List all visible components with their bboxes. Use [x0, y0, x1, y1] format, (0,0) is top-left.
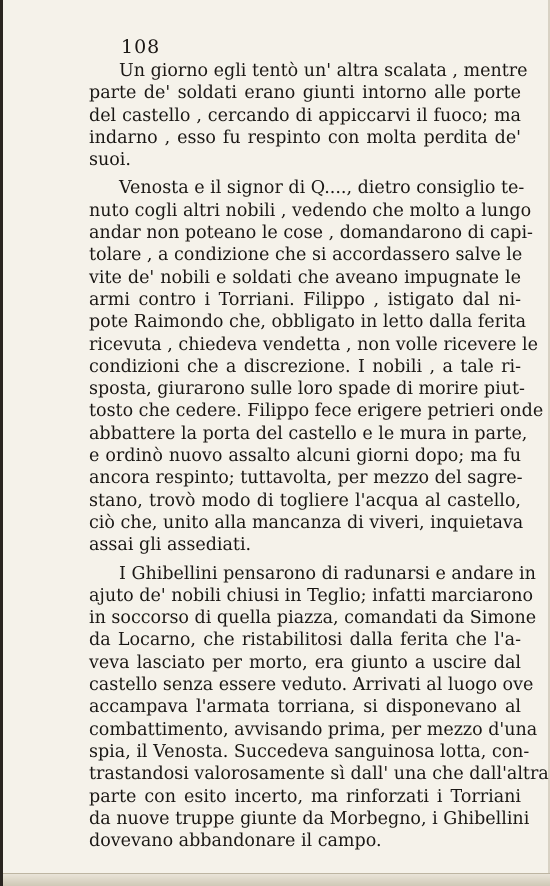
- text-line: da Locarno, che ristabilitosi dalla ferita che l'a-: [89, 630, 521, 651]
- text-line: abbattere la porta del castello e le mura in parte,: [89, 423, 528, 444]
- text-line: stano, trovò modo di togliere l'acqua al castello,: [89, 490, 521, 511]
- text-line: vite de' nobili e soldati che aveano impugnate le: [89, 267, 521, 288]
- text-line: combattimento, avvisando prima, per mezzo d'una: [89, 719, 538, 740]
- text-line: Un giorno egli tentò un' altra scalata , mentre: [119, 61, 528, 81]
- text-line: armi contro i Torriani. Filippo , istigato dal ni-: [89, 289, 521, 310]
- text-line: andar non poteano le cose , domandarono di capi-: [89, 223, 533, 244]
- paragraph: [89, 60, 528, 171]
- page-number: 108: [121, 36, 161, 58]
- text-line: Venosta e il signor di Q...., dietro consiglio te-: [119, 178, 525, 199]
- text-line: pote Raimondo che, obbligato in letto dalla ferita: [89, 312, 527, 333]
- text-line: assai gli assediati.: [89, 535, 252, 556]
- paragraph: [89, 563, 549, 853]
- text-line: parte con esito incerto, ma rinforzati i Torriani: [89, 786, 521, 807]
- text-line: nuto cogli altri nobili , vedendo che molto a lungo: [89, 200, 532, 221]
- text-line: parte de' soldati erano giunti intorno alle porte: [89, 83, 521, 104]
- text-line: del castello , cercando di appiccarvi il fuoco; ma: [89, 105, 521, 126]
- text-line: condizioni che a discrezione. I nobili , a tale ri-: [89, 356, 521, 377]
- text-line: dovevano abbandonare il campo.: [89, 831, 382, 852]
- text-line: tolare , a condizione che si accordassero salve le: [89, 245, 523, 266]
- text-line: ancora respinto; tuttavolta, per mezzo del sagre-: [89, 468, 523, 489]
- paragraph: [89, 177, 544, 556]
- text-line: in soccorso di quella piazza, comandati da Simone: [89, 608, 537, 629]
- text-line: tosto che cedere. Filippo fece erigere petrieri onde: [89, 401, 544, 422]
- text-line: sposta, giurarono sulle loro spade di morire piut-: [89, 379, 525, 400]
- text-line: accampava l'armata torriana, si disponevano al: [89, 697, 521, 718]
- text-line: ajuto de' nobili chiusi in Teglio; infatti marciarono: [89, 585, 534, 606]
- text-line: veva lasciato per morto, era giunto a uscire dal: [89, 652, 521, 673]
- page-bottom-edge: [3, 873, 550, 886]
- text-line: trastandosi valorosamente sì dall' una che dall'altra: [89, 764, 549, 785]
- text-line: suoi.: [89, 150, 131, 171]
- text-line: da nuove truppe giunte da Morbegno, i Ghibellini: [89, 808, 530, 829]
- text-line: castello senza essere veduto. Arrivati al luogo ove: [89, 675, 534, 696]
- text-line: ricevuta , chiedeva vendetta , non volle ricevere le: [89, 334, 538, 355]
- text-line: indarno , esso fu respinto con molta perdita de': [89, 127, 521, 148]
- text-line: ciò che, unito alla mancanza di viveri, inquietava: [89, 512, 524, 533]
- text-line: spia, il Venosta. Succedeva sanguinosa lotta, con-: [89, 741, 530, 762]
- text-line: I Ghibellini pensarono di radunarsi e andare in: [119, 563, 536, 584]
- body-text: [89, 60, 549, 852]
- text-line: e ordinò nuovo assalto alcuni giorni dopo; ma fu: [89, 446, 521, 467]
